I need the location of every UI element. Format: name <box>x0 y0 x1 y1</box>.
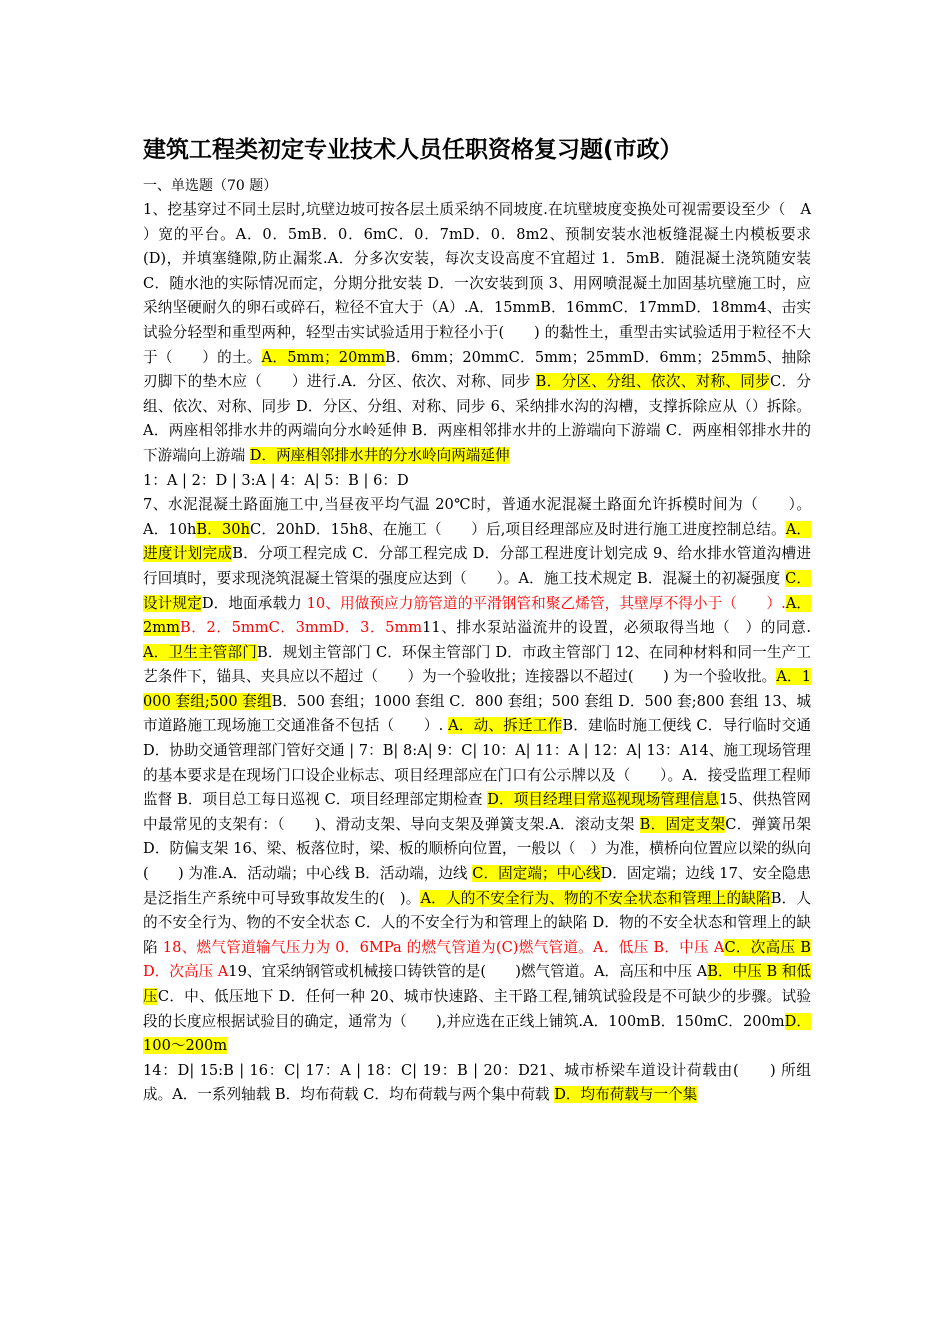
highlighted-answer: B．30h <box>196 520 250 538</box>
text-run: B．6mm；20mmC．5mm；25mmD．6mm；25mm5、抽除刃脚下的垫木应（ ）进行.A．分区、依次、对称、同步 <box>143 348 811 391</box>
text-run: C．20hD．15h8、在施工（ ）后,项目经理部应及时进行施工进度控制总结。 <box>250 520 786 538</box>
highlighted-answer: A．5mm；20mm <box>261 348 386 366</box>
question-paragraph <box>143 1059 811 1108</box>
highlighted-answer: B．分区、分组、依次、对称、同步 <box>535 373 771 391</box>
highlighted-answer: A．2mm <box>143 594 811 637</box>
highlighted-answer: A．动、拆迁工作 <box>448 717 563 735</box>
text-run: B．规划主管部门 C．环保主管部门 D．市政主管部门 12、在同种材料和同一生产工艺条件下，锚具、夹具应以不超过（ ）为一个验收批；连接器以不超过( ) 为一个验收批。 <box>143 643 811 686</box>
highlighted-answer: D．100～200m <box>143 1012 812 1055</box>
text-run: B．分项工程完成 C．分部工程完成 D．分部工程进度计划完成 9、给水排水管道沟槽进行回填时，要求现浇筑混凝土管渠的强度应达到（ ）。A．施工技术规定 B．混凝土的初凝强度 <box>143 545 811 587</box>
highlighted-answer: A．人的不安全行为、物的不安全状态和管理上的缺陷 <box>420 889 771 907</box>
text-run: 7、水泥混凝土路面施工中,当昼夜平均气温 20℃时，普通水泥混凝土路面允许拆模时间为（ ）。A．10h <box>143 496 811 538</box>
highlighted-answer: A．1000 套组;500 套组 <box>143 668 812 710</box>
text-run: 19、宜采纳钢管或机械接口铸铁管的是( )燃气管道。A．高压和中压 A <box>228 963 708 981</box>
highlighted-answer: D．均布荷载与一个集 <box>554 1086 698 1104</box>
text-run: C．弹簧吊架 D．防偏支架 16、梁、板落位时，梁、板的顺桥向位置，一般以（ ）为准，横桥向位置应以梁的纵向( ) 为准.A．活动端；中心线 B．活动端，边线 <box>143 815 812 883</box>
text-run: D．地面承载力 <box>201 594 307 612</box>
text-run: C．分组、依次、对称、同步 D．分区、分组、对称、同步 6、采纳排水沟的沟槽，支撑拆除应从（）拆除。A．两座相邻排水井的两端向分水岭延伸 B．两座相邻排水井的上游端向下游端 C．两座相邻排水井的下游端向上游端 <box>143 373 811 464</box>
question-body <box>143 198 826 1108</box>
section-heading: 一、单选题（70 题） <box>143 178 278 194</box>
question-paragraph <box>143 469 811 494</box>
document-title: 建筑工程类初定专业技术人员任职资格复习题(市政） <box>143 137 683 163</box>
text-run: 11、排水泵站溢流井的设置，必须取得当地（ ）的同意. <box>422 619 811 637</box>
document-page <box>143 132 826 1108</box>
highlighted-answer: C．固定端；中心线 <box>472 865 601 883</box>
highlighted-answer: D．两座相邻排水井的分水岭向两端延伸 <box>249 446 510 464</box>
highlighted-answer: D．项目经理日常巡视现场管理信息 <box>487 791 720 809</box>
text-run: B．500 套组；1000 套组 C．800 套组；500 套组 D．500 套;800 套组 13、城市道路施工现场施工交通准备不包括（ ）. <box>143 692 812 735</box>
text-run: B．人的不安全行为、物的不安全状态 C．人的不安全行为和管理上的缺陷 D．物的不安全状态和管理上的缺陷 <box>143 889 811 956</box>
highlighted-answer: A．卫生主管部门 <box>143 643 257 661</box>
text-run: D．固定端；边线 17、安全隐患是泛指生产系统中可导致事故发生的( )。 <box>143 865 811 907</box>
red-text: B．2．5mmC．3mmD．3．5mm <box>179 619 423 637</box>
highlighted-answer: B．中压 B 和低压 <box>143 963 811 1005</box>
red-text: D．次高压 A <box>143 963 229 981</box>
highlighted-answer: A．进度计划完成 <box>143 520 811 563</box>
text-run: B．建临时施工便线 C．导行临时交通 D．协助交通管理部门管好交通 | 7：B| 8:A| 9：C| 10：A| 11：A | 12：A| 13：A14、施工现场管理的基本要求是在现场门口设企业标志、项目经理部应在门口有公示牌以及（ ）。A．接受监理工程师监督 B．项目总工每日巡视 C．项目经理部定期检查 <box>143 717 812 809</box>
red-text: 18、燃气管道输气压力为 0．6MPa 的燃气管道为(C)燃气管道。A．低压 B．中压 A <box>162 938 725 956</box>
text-run: C．中、低压地下 D．任何一种 20、城市快速路、主干路工程,铺筑试验段是不可缺少的步骤。试验段的长度应根据试验目的确定，通常为（ ),并应选在正线上铺筑.A．100mB．150mC．200m <box>143 988 811 1030</box>
question-paragraph <box>143 493 811 1059</box>
text-run: 14：D| 15:B | 16：C| 17：A | 18：C| 19：B | 20：D21、城市桥梁车道设计荷载由( ) 所组成。A．一系列轴载 B．均布荷载 C．均布荷载与两个集中荷载 <box>143 1061 811 1104</box>
text-run: 1：A | 2：D | 3:A | 4：A| 5：B | 6：D <box>143 471 409 489</box>
question-paragraph <box>143 198 826 469</box>
highlighted-answer: B．固定支架 <box>639 815 726 833</box>
text-run: 15、供热管网中最常见的支架有：（ )、滑动支架、导向支架及弹簧支架.A．滚动支架 <box>143 791 811 833</box>
highlighted-answer: C．次高压 B <box>724 938 812 956</box>
text-run: 1、挖基穿过不同土层时,坑壁边坡可按各层土质采纳不同坡度.在坑壁坡度变换处可视需要设至少（ A ）宽的平台。A．0．5mB．0．6mC．0．7mD．0．8m2、预制安装水池板缝混凝土内模板要求(D)，并填塞缝隙,防止漏浆.A．分多次安装，每次支设高度不宜超过 1．5mB．随混凝土浇筑随安装 C．随水池的实际情况而定，分期分批安装 D．一次安装到顶 3、用网喷混凝土加固基坑壁施工时，应采纳坚硬耐久的卵石或碎石，粒径不宜大于（A）.A．15mmB．16mmC．17mmD．18mm4、击实试验分轻型和重型两种，轻型击实试验适用于粒径小于( ) 的黏性土，重型击实试验适用于粒径不大于（ ）的土。 <box>143 201 826 366</box>
highlighted-answer: C．设计规定 <box>143 569 811 612</box>
red-text: 10、用做预应力筋管道的平滑钢管和聚乙烯管，其壁厚不得小于（ ）. <box>306 594 786 612</box>
